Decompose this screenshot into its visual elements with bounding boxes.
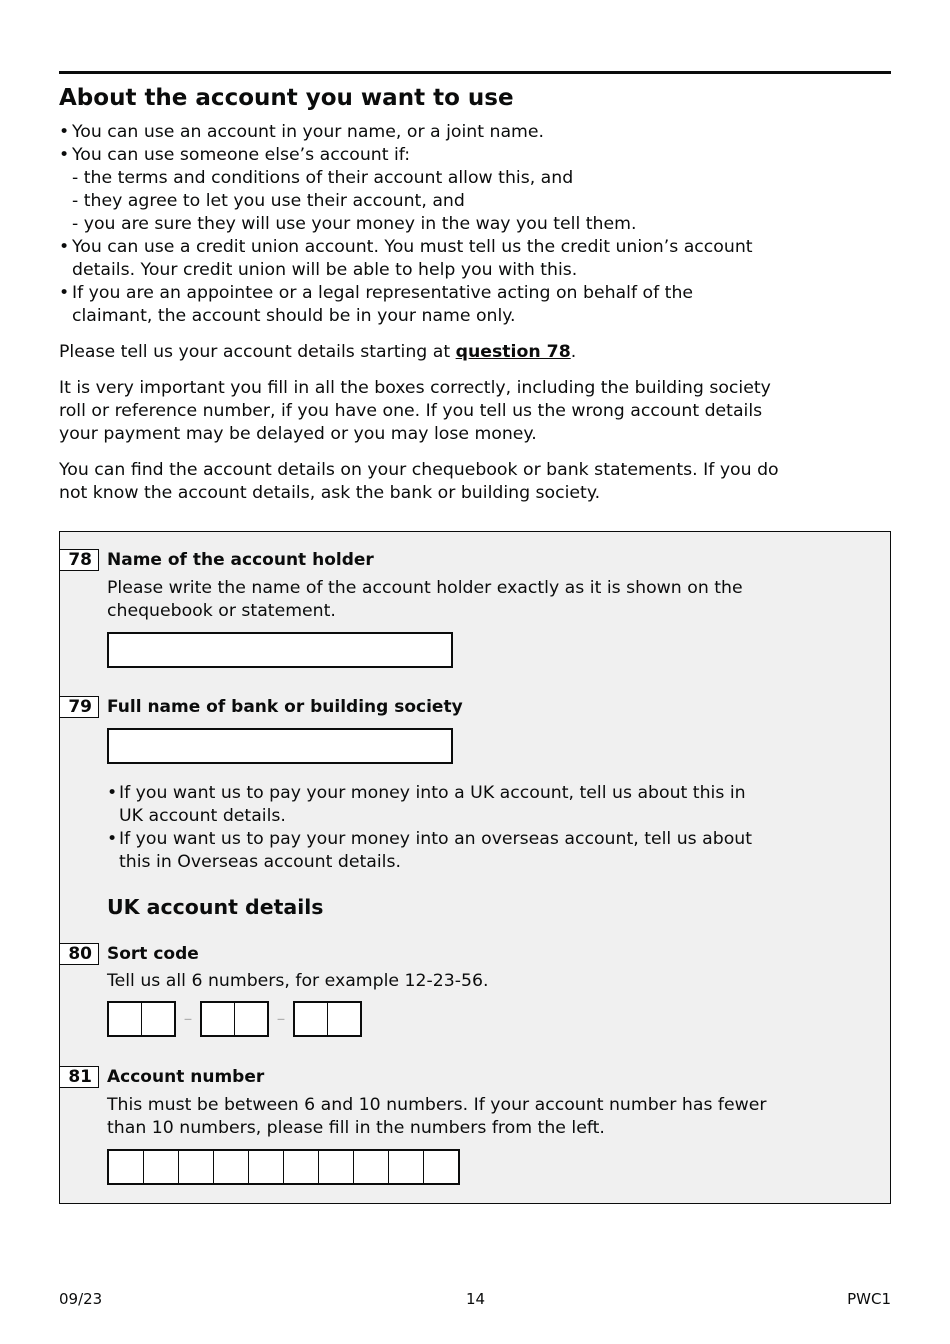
- bullet-icon: •: [59, 283, 70, 303]
- digit-box[interactable]: [142, 1003, 174, 1035]
- digit-box[interactable]: [328, 1003, 360, 1035]
- bullet-icon: •: [59, 122, 70, 142]
- sort-code-group: [107, 1001, 176, 1037]
- start-instruction: Please tell us your account details starting at question 78.: [59, 342, 577, 362]
- question-number-80: 80: [60, 943, 99, 965]
- list-item: • If you are an appointee or a legal representative acting on behalf of the claimant, the account should be in your name only.: [59, 283, 694, 326]
- question-help-81: This must be between 6 and 10 numbers. If your account number has fewer than 10 numbers, please fill in the numbers from the left.: [107, 1095, 767, 1138]
- question-help-80: Tell us all 6 numbers, for example 12-23-56.: [107, 971, 489, 991]
- account-number-group: [107, 1149, 460, 1185]
- list-item: • You can use someone else’s account if: - the terms and conditions of their account allow this, and - they agree to let you use their account, and - you are sure they will use your money in the way you tell them.: [59, 145, 637, 234]
- digit-box[interactable]: [202, 1003, 235, 1035]
- list-item: • You can use an account in your name, or a joint name.: [59, 122, 545, 142]
- digit-box[interactable]: [249, 1151, 284, 1183]
- digit-box[interactable]: [389, 1151, 424, 1183]
- accuracy-warning: It is very important you fill in all the boxes correctly, including the building society roll or reference number, if you have one. If you tell us the wrong account details your payment may be delayed or you may lose money.: [59, 378, 771, 444]
- footer-date: 09/23: [59, 1290, 103, 1308]
- intro-text: [59, 121, 779, 505]
- digit-box[interactable]: [235, 1003, 267, 1035]
- question-title-81: Account number: [107, 1067, 265, 1087]
- sort-code-input: [107, 1001, 362, 1037]
- sort-code-group: [293, 1001, 362, 1037]
- digit-box[interactable]: [179, 1151, 214, 1183]
- bullet-icon: •: [59, 237, 70, 257]
- digit-box[interactable]: [319, 1151, 354, 1183]
- separator: –: [183, 1009, 193, 1029]
- section-rule: [59, 71, 891, 74]
- page-number: 14: [466, 1290, 486, 1308]
- where-to-find-details: You can find the account details on your chequebook or bank statements. If you do not know the account details, ask the bank or building society.: [59, 460, 779, 503]
- list-item: • If you want us to pay your money into a UK account, tell us about this in UK account details.: [107, 783, 746, 826]
- list-item: • If you want us to pay your money into an overseas account, tell us about this in Overseas account details.: [107, 829, 753, 872]
- question-number-78: 78: [60, 549, 99, 571]
- question-number-79: 79: [60, 696, 99, 718]
- bank-name-input[interactable]: [107, 728, 453, 764]
- question-title-79: Full name of bank or building society: [107, 697, 463, 717]
- sort-code-group: [200, 1001, 269, 1037]
- form-code: PWC1: [847, 1290, 891, 1308]
- digit-box[interactable]: [354, 1151, 389, 1183]
- uk-account-heading: UK account details: [107, 895, 324, 919]
- digit-box[interactable]: [144, 1151, 179, 1183]
- account-questions-panel: [59, 531, 891, 1204]
- intro-bullet-list: [59, 121, 779, 328]
- account-type-bullets: [107, 782, 767, 874]
- digit-box[interactable]: [424, 1151, 458, 1183]
- question-help-78: Please write the name of the account holder exactly as it is shown on the chequebook or statement.: [107, 578, 743, 621]
- digit-box[interactable]: [295, 1003, 328, 1035]
- bullet-icon: •: [107, 783, 118, 803]
- question-title-80: Sort code: [107, 944, 199, 964]
- question-78-link[interactable]: question 78: [455, 342, 571, 362]
- digit-box[interactable]: [109, 1003, 142, 1035]
- question-number-81: 81: [60, 1066, 99, 1088]
- bullet-icon: •: [59, 145, 70, 165]
- separator: –: [276, 1009, 286, 1029]
- list-item: • You can use a credit union account. You must tell us the credit union’s account details. Your credit union will be able to help you with this.: [59, 237, 753, 280]
- account-number-input: [107, 1149, 460, 1185]
- account-holder-name-input[interactable]: [107, 632, 453, 668]
- digit-box[interactable]: [214, 1151, 249, 1183]
- digit-box[interactable]: [109, 1151, 144, 1183]
- digit-box[interactable]: [284, 1151, 319, 1183]
- bullet-icon: •: [107, 829, 118, 849]
- section-title: About the account you want to use: [59, 85, 514, 111]
- question-title-78: Name of the account holder: [107, 550, 374, 570]
